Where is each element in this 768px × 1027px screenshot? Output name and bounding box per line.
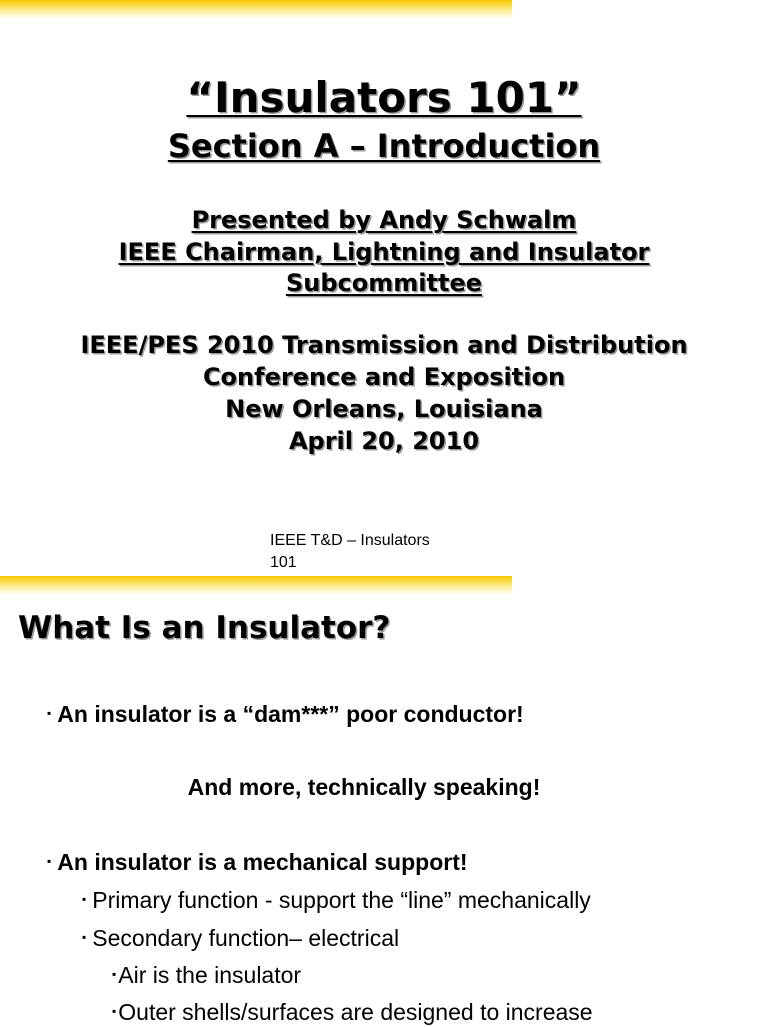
- sub-bullet-item-2: [82, 922, 399, 953]
- bullet-icon: ▪: [112, 1004, 117, 1018]
- conference-line-1: IEEE/PES 2010 Transmission and Distribution: [80, 331, 688, 359]
- conference-line-3: New Orleans, Louisiana: [225, 395, 543, 423]
- presenter-line-1: Presented by Andy Schwalm: [191, 206, 577, 234]
- slide-subtitle: [0, 126, 768, 166]
- slide2-heading: What Is an Insulator?: [18, 610, 391, 646]
- conference-date: April 20, 2010: [288, 427, 480, 455]
- sub-sub-bullet-item-2: [112, 996, 593, 1027]
- bullet-icon: ▪: [47, 854, 52, 868]
- sub-bullet-item-1: [82, 884, 591, 915]
- slide-title: [0, 72, 768, 124]
- bullet-icon: ▪: [82, 930, 87, 944]
- sub-bullet-text-1: Primary function - support the “line” mechanically: [92, 887, 591, 913]
- sub-sub-bullet-text-2: Outer shells/surfaces are designed to increase: [118, 999, 593, 1025]
- sub-sub-bullet-text-1: Air is the insulator: [118, 962, 302, 988]
- bullet-item-2: [47, 846, 468, 877]
- bullet-icon: ▪: [47, 706, 52, 720]
- bullet-icon: ▪: [82, 892, 87, 906]
- slide2-accent-bar: [0, 576, 512, 595]
- slide-footer: [270, 530, 480, 574]
- bullet-item-1: [47, 698, 524, 729]
- conference-line-2: Conference and Exposition: [202, 363, 566, 391]
- bullet-text-2: An insulator is a mechanical support!: [57, 849, 468, 875]
- footer-line-1: IEEE T&D – Insulators: [270, 532, 430, 549]
- footer-line-2: 101: [270, 554, 297, 571]
- presenter-line-2: IEEE Chairman, Lightning and Insulator: [118, 237, 650, 266]
- presenter-block: [0, 205, 768, 300]
- bullet-icon: ▪: [112, 967, 117, 981]
- slide-title-text: “Insulators 101”: [186, 73, 582, 122]
- sub-bullet-text-2: Secondary function– electrical: [92, 925, 400, 951]
- presenter-line-3: Subcommittee: [285, 269, 482, 297]
- slide1-accent-bar: [0, 0, 512, 19]
- sub-sub-bullet-item-1: [112, 959, 301, 990]
- centered-remark: And more, technically speaking!: [187, 774, 541, 800]
- bullet-text-1: An insulator is a “dam***” poor conductor!: [57, 701, 524, 727]
- conference-block: [0, 329, 768, 457]
- slide-subtitle-text: Section A – Introduction: [167, 127, 601, 165]
